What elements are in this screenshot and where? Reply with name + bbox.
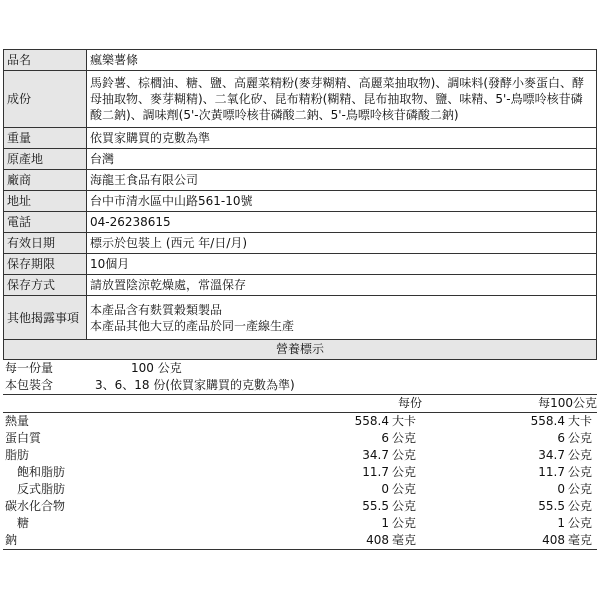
spec-label: 保存期限	[4, 254, 87, 275]
nutrition-row	[3, 498, 597, 515]
spec-row	[4, 170, 597, 191]
spec-value: 標示於包裝上 (西元 年/日/月)	[87, 233, 597, 254]
nutrition-row	[3, 532, 597, 550]
per-100g-value: 6	[557, 431, 565, 445]
nutrition-row	[3, 413, 597, 430]
spec-table	[3, 49, 597, 340]
spec-row	[4, 71, 597, 128]
per-serving-value: 0	[381, 482, 389, 496]
spec-row	[4, 296, 597, 340]
nutrient-name: 糖	[17, 516, 30, 530]
nutrient-name: 脂肪	[5, 448, 30, 462]
per-serving-value: 1	[381, 516, 389, 530]
nutrition-row	[3, 447, 597, 464]
serving-label: 每一份量	[5, 361, 54, 375]
spec-value: 海龍王食品有限公司	[87, 170, 597, 191]
spec-label: 其他揭露事項	[4, 296, 87, 340]
nutrient-name: 反式脂肪	[17, 482, 66, 496]
per-100g-unit: 公克	[568, 482, 593, 496]
spec-label: 廠商	[4, 170, 87, 191]
spec-label: 原產地	[4, 149, 87, 170]
per-serving-unit: 毫克	[392, 533, 417, 547]
product-label-sheet	[3, 49, 597, 550]
per-100g-unit: 大卡	[568, 414, 593, 428]
spec-value: 本產品含有麩質穀類製品 本產品其他大豆的產品於同一產線生產	[87, 296, 597, 340]
package-value: 3、6、18 份(依買家購買的克數為準)	[95, 378, 295, 392]
nutrition-row	[3, 481, 597, 498]
per-serving-value: 11.7	[362, 465, 389, 479]
spec-value: 依買家購買的克數為準	[87, 128, 597, 149]
spec-row	[4, 149, 597, 170]
nutrient-name: 蛋白質	[5, 431, 42, 445]
spec-label: 電話	[4, 212, 87, 233]
per-serving-unit: 公克	[392, 482, 417, 496]
spec-row	[4, 233, 597, 254]
per-serving-unit: 公克	[392, 516, 417, 530]
per-100g-value: 0	[557, 482, 565, 496]
per-serving-unit: 大卡	[392, 414, 417, 428]
col-per-100g: 每100公克	[538, 396, 597, 410]
package-label: 本包裝含	[5, 378, 54, 392]
spec-value: 台中市清水區中山路561-10號	[87, 191, 597, 212]
spec-label: 品名	[4, 50, 87, 71]
nutrition-row	[3, 430, 597, 447]
per-100g-unit: 公克	[568, 448, 593, 462]
nutrient-name: 鈉	[5, 533, 18, 547]
spec-value: 馬鈴薯、棕櫚油、糖、鹽、高麗菜精粉(麥芽糊精、高麗菜抽取物)、調味料(發酵小麥蛋白、酵母抽取物、麥芽糊精)、二氧化矽、昆布精粉(糊精、昆布抽取物、鹽、味精、5'-鳥嘌呤核苷磷酸二鈉)、調味劑(5'-次黃嘌呤核苷磷酸二鈉、5'-鳥嘌呤核苷磷酸二鈉)	[87, 71, 597, 128]
per-serving-value: 6	[381, 431, 389, 445]
serving-info	[3, 360, 597, 395]
nutrient-name: 碳水化合物	[5, 499, 66, 513]
per-serving-value: 558.4	[354, 414, 389, 428]
per-100g-value: 11.7	[538, 465, 565, 479]
spec-row	[4, 191, 597, 212]
spec-value: 10個月	[87, 254, 597, 275]
per-serving-unit: 公克	[392, 465, 417, 479]
spec-row	[4, 50, 597, 71]
nutrient-name: 熱量	[5, 414, 30, 428]
nutrient-name: 飽和脂肪	[17, 465, 66, 479]
per-100g-unit: 公克	[568, 465, 593, 479]
per-100g-value: 34.7	[538, 448, 565, 462]
nutrition-table	[3, 395, 597, 550]
spec-value: 台灣	[87, 149, 597, 170]
per-100g-unit: 公克	[568, 499, 593, 513]
spec-value: 04-26238615	[87, 212, 597, 233]
spec-value: 請放置陰涼乾燥處，常溫保存	[87, 275, 597, 296]
col-per-serving: 每份	[397, 396, 422, 410]
nutrition-row	[3, 515, 597, 532]
per-serving-unit: 公克	[392, 448, 417, 462]
spec-row	[4, 212, 597, 233]
nutrition-row	[3, 464, 597, 481]
per-100g-value: 55.5	[538, 499, 565, 513]
serving-value: 100 公克	[131, 361, 182, 375]
per-100g-unit: 公克	[568, 516, 593, 530]
nutrition-title: 營養標示	[3, 340, 597, 360]
spec-row	[4, 254, 597, 275]
spec-label: 成份	[4, 71, 87, 128]
per-serving-value: 408	[366, 533, 389, 547]
per-100g-value: 1	[557, 516, 565, 530]
spec-row	[4, 275, 597, 296]
per-serving-value: 34.7	[362, 448, 389, 462]
spec-label: 保存方式	[4, 275, 87, 296]
spec-value: 瘋樂薯條	[87, 50, 597, 71]
spec-label: 有效日期	[4, 233, 87, 254]
spec-label: 地址	[4, 191, 87, 212]
per-100g-unit: 毫克	[568, 533, 593, 547]
per-100g-unit: 公克	[568, 431, 593, 445]
spec-row	[4, 128, 597, 149]
per-serving-unit: 公克	[392, 431, 417, 445]
per-100g-value: 558.4	[530, 414, 565, 428]
per-100g-value: 408	[542, 533, 565, 547]
nutrition-header-row	[3, 395, 597, 413]
per-serving-value: 55.5	[362, 499, 389, 513]
per-serving-unit: 公克	[392, 499, 417, 513]
spec-label: 重量	[4, 128, 87, 149]
